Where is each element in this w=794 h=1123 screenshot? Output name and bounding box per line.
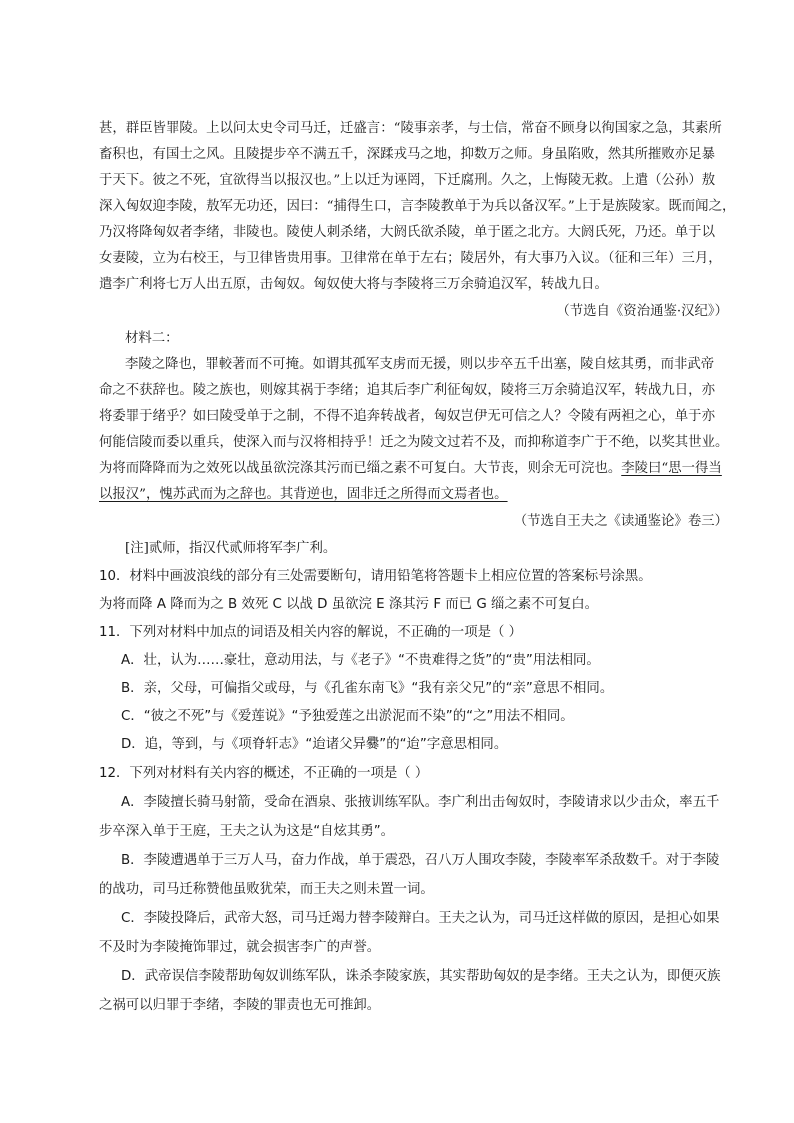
source-citation-one: （节选自《资治通鉴·汉纪》） bbox=[556, 304, 728, 319]
underlined-passage: 以报汉”，愧苏武而为之辞也。其背逆也，固非迁之所得而文焉者也。 bbox=[99, 487, 508, 502]
question-11-option-a[interactable]: A．壮，认为……豪壮，意动用法，与《老子》“不贵难得之货”的“贵”用法相同。 bbox=[121, 653, 600, 668]
question-12-option-c-continued: 不及时为李陵掩饰罪过，就会损害李广的声誉。 bbox=[99, 940, 381, 955]
material-one-line: 甚，群臣皆罪陵。上以问太史令司马迁，迁盛言：“陵事亲孝，与士信，常奋不顾身以徇国家之急，其素所 bbox=[99, 121, 722, 136]
question-11-stem: 11．下列对材料中加点的词语及相关内容的解说，不正确的一项是（ ） bbox=[99, 625, 523, 640]
material-two-line: 何能信陵而委以重兵，使深入而与汉将相持乎！迁之为陵文过若不及，而抑称道李广于不绝，以奖其世业。 bbox=[99, 435, 729, 450]
question-12-option-a[interactable]: A．李陵擅长骑马射箭，受命在酒泉、张掖训练军队。李广利出击匈奴时，李陵请求以少击众，率五千 bbox=[121, 795, 720, 810]
material-two-line: 命之不获辞也。陵之族也，则嫁其祸于李绪；追其后李广利征匈奴，陵将三万余骑追汉军，转战九日，亦 bbox=[99, 383, 715, 398]
underlined-passage: 李陵曰“思一得当 bbox=[621, 461, 722, 476]
material-two-line: 将委罪于绪乎？如曰陵受单于之制，不得不追奔转战者，匈奴岂伊无可信之人？令陵有两袒之心，单于亦 bbox=[99, 409, 715, 424]
question-11-option-d[interactable]: D．追，等到，与《项脊轩志》“迨诸父异爨”的“迨”字意思相同。 bbox=[121, 737, 508, 752]
question-10-stem: 10．材料中画波浪线的部分有三处需要断句，请用铅笔将答题卡上相应位置的答案标号涂黑。 bbox=[99, 569, 652, 584]
question-10-text: 为将而降 A 降而为之 B 效死 C 以战 D 虽欲浣 E 涤其污 F 而已 G 缁之素不可复白。 bbox=[99, 597, 599, 612]
material-one-line: 畜积也，有国士之风。且陵提步卒不满五千，深蹂戎马之地，抑数万之师。身虽陷败，然其所摧败亦足暴 bbox=[99, 147, 715, 162]
material-two-title: 材料二： bbox=[125, 331, 179, 346]
material-one-line: 遣李广利将七万人出五原，击匈奴。匈奴使大将与李陵将三万余骑追汉军，转战九日。 bbox=[99, 277, 608, 292]
question-12-option-a-continued: 步卒深入单于王庭，王夫之认为这是“自炫其勇”。 bbox=[99, 824, 395, 839]
material-one-line: 女妻陵，立为右校王，与卫律皆贵用事。卫律常在单于左右；陵居外，有大事乃入议。（征和三年）三月， bbox=[99, 251, 722, 266]
question-12-stem: 12．下列对材料有关内容的概述，不正确的一项是（ ） bbox=[99, 766, 429, 781]
material-one-line: 深入匈奴迎李陵，敖军无功还，因曰：“捕得生口，言李陵教单于为兵以备汉军。”上于是族陵家。既而闻之， bbox=[99, 199, 736, 214]
material-one-line: 乃汉将降匈奴者李绪，非陵也。陵使人刺杀绪，大阏氏欲杀陵，单于匿之北方。大阏氏死，乃还。单于以 bbox=[99, 225, 715, 240]
question-12-option-b-continued: 的战功，司马迁称赞他虽败犹荣，而王夫之则未置一词。 bbox=[99, 882, 434, 897]
question-12-option-d[interactable]: D．武帝误信李陵帮助匈奴训练军队，诛杀李陵家族，其实帮助匈奴的是李绪。王夫之认为，即便灭族 bbox=[121, 969, 721, 984]
question-11-option-b[interactable]: B．亲，父母，可偏指父或母，与《孔雀东南飞》“我有亲父兄”的“亲”意思不相同。 bbox=[121, 681, 614, 696]
question-12-option-d-continued: 之祸可以归罪于李绪，李陵的罪责也无可推卸。 bbox=[99, 998, 381, 1013]
source-citation-two: （节选自王夫之《读通鉴论》卷三） bbox=[513, 514, 728, 529]
wavy-line-passage: 为将而降降而为之效死以战虽欲浣涤其污而已缁之素不可复白。大节丧，则余无可浣也。 bbox=[99, 461, 622, 476]
material-two-line: 李陵之降也，罪較著而不可掩。如谓其孤军支虏而无援，则以步卒五千出塞，陵自炫其勇，而非武帝 bbox=[125, 357, 715, 372]
question-12-option-b[interactable]: B．李陵遭遇单于三万人马，奋力作战，单于震恐，召八万人围攻李陵，李陵率军杀敌数千。对于李陵 bbox=[121, 853, 720, 868]
material-two-line-with-underline bbox=[99, 461, 722, 477]
annotation-note: [注]贰师，指汉代贰师将军李广利。 bbox=[125, 541, 337, 556]
question-11-option-c[interactable]: C．“彼之不死”与《爱莲说》“予独爱莲之出淤泥而不染”的“之”用法不相同。 bbox=[121, 709, 574, 724]
question-12-option-c[interactable]: C．李陵投降后，武帝大怒，司马迁竭力替李陵辩白。王夫之认为，司马迁这样做的原因，是担心如果 bbox=[121, 911, 720, 926]
material-one-line: 于天下。彼之不死，宜欲得当以报汉也。”上以迁为诬罔，下迁腐刑。久之，上悔陵无救。上遣（公孙）敖 bbox=[99, 173, 716, 188]
